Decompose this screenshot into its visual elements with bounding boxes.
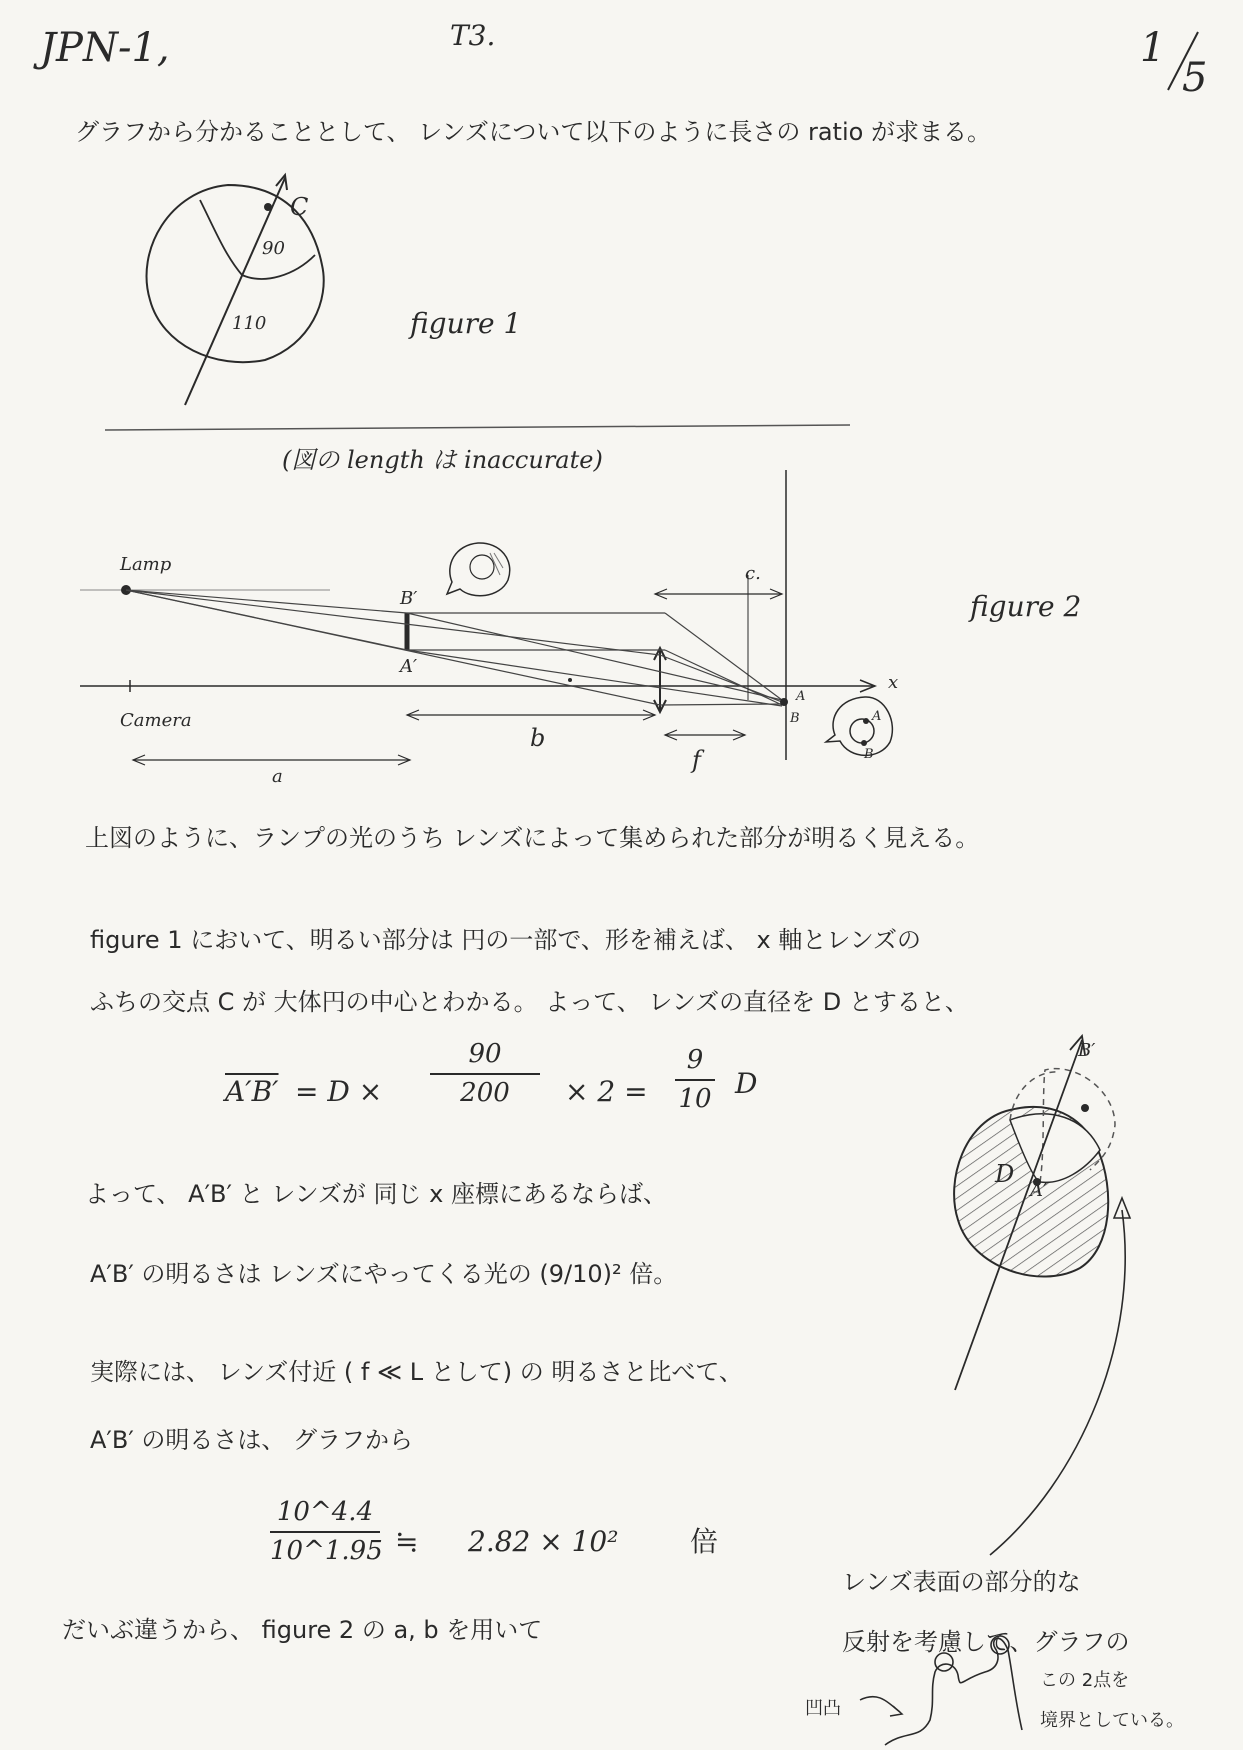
page-total: 5: [1182, 55, 1208, 101]
figure1-angle-110: 110: [232, 313, 267, 334]
eq1-lhs: A′B′: [225, 1075, 279, 1108]
a-dimension-label: a: [272, 766, 283, 787]
figure1-label: figure 1: [410, 307, 522, 340]
eq1-mid: = D ×: [295, 1075, 383, 1108]
eq2-approx: ≒: [395, 1525, 419, 1558]
eq2-unit: 倍: [690, 1525, 719, 1558]
point-b-label: B: [790, 711, 800, 726]
side-note-line-3: この 2点を: [1040, 1670, 1130, 1691]
c-dimension-label: c.: [745, 563, 761, 584]
page-current: 1: [1140, 25, 1166, 71]
figure2-note: (図の length は inaccurate): [282, 446, 603, 474]
x-axis-label: x: [888, 672, 899, 693]
body-line-6: 実際には、 レンズ付近 ( f ≪ L として) の 明るさと比べて、: [90, 1358, 743, 1386]
lamp-label: Lamp: [120, 554, 172, 575]
task-label: T3.: [450, 19, 496, 52]
figure1-c-label: C: [290, 193, 309, 221]
inset-a-label: A: [872, 709, 882, 724]
b-dimension-label: b: [530, 724, 546, 752]
eq1-result-d: D: [735, 1067, 758, 1100]
figure1-angle-90: 90: [262, 238, 285, 259]
camera-label: Camera: [120, 710, 192, 731]
body-line-7: A′B′ の明るさは、 グラフから: [90, 1426, 414, 1454]
side-b-prime-label: B′: [1078, 1040, 1096, 1061]
intro-line: グラフから分かることとして、 レンズについて以下のように長さの ratio が求まる。: [75, 118, 991, 146]
a-prime-label: A′: [400, 656, 418, 677]
side-note-line-1: レンズ表面の部分的な: [842, 1568, 1081, 1596]
eq1-result-denominator: 10: [678, 1083, 712, 1114]
problem-id: JPN-1,: [40, 25, 170, 71]
eq1-numerator: 90: [468, 1039, 502, 1069]
eq1-result-numerator: 9: [686, 1045, 704, 1075]
eq1-denominator: 200: [460, 1077, 510, 1108]
inset-b-label: B: [864, 747, 874, 762]
body-line-3: ふちの交点 C が 大体円の中心とわかる。 よって、 レンズの直径を D とすると、: [90, 988, 969, 1016]
point-a-label: A: [796, 689, 806, 704]
f-dimension-label: f: [692, 746, 701, 774]
side-d-label: D: [995, 1160, 1015, 1188]
body-line-5: A′B′ の明るさは レンズにやってくる光の (9/10)² 倍。: [90, 1260, 678, 1288]
eq2-denominator: 10^1.95: [270, 1535, 383, 1566]
body-line-1: 上図のように、ランプの光のうち レンズによって集められた部分が明るく見える。: [85, 824, 980, 852]
body-line-4: よって、 A′B′ と レンズが 同じ x 座標にあるならば、: [85, 1180, 667, 1208]
side-note-line-2: 反射を考慮して、グラフの: [842, 1628, 1130, 1656]
eq2-numerator: 10^4.4: [276, 1497, 374, 1527]
side-note-kink-label: 凹凸: [805, 1698, 841, 1719]
eq2-value: 2.82 × 10²: [468, 1525, 619, 1558]
b-prime-label: B′: [400, 588, 418, 609]
side-a-prime-label: A′: [1030, 1180, 1048, 1201]
side-note-line-4: 境界としている。: [1040, 1710, 1184, 1731]
body-line-2: figure 1 において、明るい部分は 円の一部で、形を補えば、 x 軸とレンズの: [90, 926, 922, 954]
body-line-8: だいぶ違うから、 figure 2 の a, b を用いて: [62, 1616, 543, 1644]
figure2-label: figure 2: [970, 590, 1082, 623]
eq1-times: × 2 =: [565, 1075, 648, 1108]
